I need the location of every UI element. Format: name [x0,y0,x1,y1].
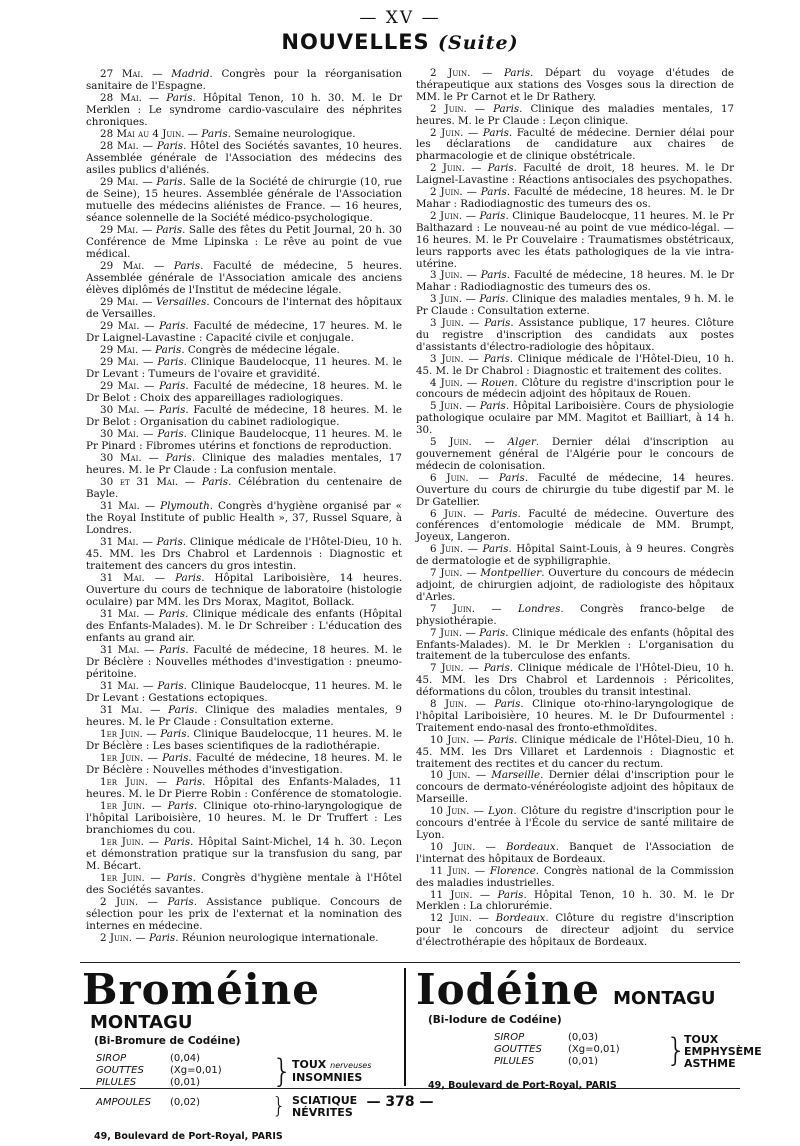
entry-city: Paris [497,888,524,901]
entry-city: Paris [156,140,184,152]
news-entry: 1er Juin. — Paris. Congrès d'hygiène mentale à l'Hôtel des Sociétés savantes. [86,872,402,896]
entry-text: . Clinique des maladies mentales, 9 heures. M. le Pr Claude : Consultation externe. [86,704,402,728]
entry-date: 29 Mai. [100,224,139,236]
news-entry: 31 Mai. — Paris. Clinique médicale des enfants (Hôpital des Enfants-Malades). M. le Dr Schreiber : L'éducation des enfants au grand air. [86,608,402,644]
bromeine-subtitle: (Bi-Bromure de Codéine) [94,1035,241,1047]
bromeine-address: 49, Boulevard de Port-Royal, PARIS [94,1131,283,1142]
entry-date: 2 Juin. [430,67,471,79]
news-entry: 10 Juin. — Marseille. Dernier délai d'inscription pour le concours de dermato-vénéréologiste adjoint des hôpitaux de Marseille. [416,769,734,806]
news-entry: 29 Mai. — Paris. Salle des fêtes du Petit Journal, 20 h. 30 Conférence de Mme Lipinska : Le rêve au point de vue médical. [86,224,402,260]
entry-city: Paris [479,626,506,639]
news-entry: 29 Mai. — Versailles. Concours de l'internat des hôpitaux de Versailles. [86,296,403,320]
entry-city: Paris [159,380,186,392]
entry-city: Paris [494,698,521,711]
bromeine-name: Broméine [82,965,321,1014]
news-entry: 31 Mai. — Paris. Hôpital Lariboisière, 14 heures. Ouverture du cours de technique de laboratoire (histologie oculaire) par MM. les Drs Morax, Magitot, Bollack. [86,572,402,608]
entry-date: 30 et 31 Mai. [100,476,179,488]
title-main: NOUVELLES [281,30,430,54]
entry-city: Paris [483,662,510,675]
entry-text: . Dernier délai d'inscription au gouvernement général de l'Algérie pour le concours de médecin de colonisation. [416,436,734,472]
entry-text: . Assistance publique, 17 heures. Clôture du registre d'inscription des candidats aux postes d'assistants d'électro-radiologie des hôpitaux. [416,317,734,353]
entry-city: Paris [159,404,186,416]
entry-date: 30 Mai. [100,428,139,440]
entry-city: Paris [479,293,506,306]
entry-city: Paris [157,428,184,440]
form-label: PILULES [494,1056,535,1067]
news-entry: 7 Juin. — Londres. Congrès franco-belge de physiothérapie. [416,602,734,627]
news-entry: 8 Juin. — Paris. Clinique oto-rhino-laryngologique de l'hôpital Lariboisière, 10 heures. M. le Dr Dufourmentel : Traitement endo-nasal des fronto-ethmoïdites. [416,698,734,734]
entry-city: Paris [484,317,511,330]
form-dose: (0,01) [568,1056,599,1067]
entry-text: . Faculté de droit, 18 heures. M. le Dr Laignel-Lavastine : Réactions antisociales des psychopathes. [416,162,734,187]
brace-icon: } [666,1031,687,1069]
entry-text: . Clinique Baudelocque, 11 heures. M. le Dr Levant : Tumeurs de l'ovaire et gravidité. [86,356,403,380]
entry-date: 2 Juin. [430,126,464,139]
entry-city: Bordeaux [505,840,556,853]
entry-text: . Clinique Baudelocque, 11 heures. M. le Pr Balthazard : Le nouveau-né au point de vue médico-légal. — 16 heures. M. le Pr Couvelaire : Traumatismes obstétricaux, leurs rapports avec les états pathologiques de la vie intra-utérine. [416,209,734,270]
entry-city: Paris [480,186,507,199]
entry-text: . Semaine neurologique. [227,128,356,140]
entry-text: . Clinique des maladies mentales, 9 h. M. le Pr Claude : Consultation externe. [416,293,734,318]
entry-text: . Clinique médicale de l'Hôtel-Dieu, 10 h. 45. M. le Dr Chabrol : Diagnostic et traitement des colites. [416,352,734,377]
brace-icon: } [272,1052,293,1090]
entry-city: Paris [156,536,183,548]
entry-date: 3 Juin. [430,352,464,365]
entry-city: Paris [160,728,187,740]
entry-date: 5 Juin. [430,436,472,449]
left-column [86,68,402,944]
indication-note: nerveuses [330,1061,372,1070]
iodeine-indications [684,1034,762,1070]
entry-text: . Faculté de médecine, 17 heures. M. le Dr Laignel-Lavastine : Capacité civile et conjugale. [86,320,403,344]
bromeine-brand: MONTAGU [90,1012,193,1033]
news-entry: 7 Juin. — Montpellier. Ouverture du concours de médecin adjoint, de chirurgien adjoint, de radiologiste des hôpitaux d'Arles. [416,567,734,603]
entry-date: 11 Juin. [430,888,473,901]
entry-text: . Congrès franco-belge de physiothérapie. [416,602,734,627]
entry-date: 2 Juin. [430,186,463,199]
entry-city: Paris [157,680,184,692]
entry-city: Paris [175,776,203,788]
entry-date: 1er Juin. [100,728,143,740]
ad-top-rule [80,962,740,963]
entry-text: . Hôpital Saint-Michel, 14 h. 30. Leçon et démonstration pratique sur la transfusion du sang, par M. Bécart. [86,836,402,872]
entry-text: . Salle de la Société de chirurgie (10, rue de Seine), 15 heures. Assemblée générale de l'Association mutuelle des médecins aliénistes de France. — 16 heures, séance solennelle de la Société médico-psychologique. [86,176,403,224]
ad-divider [404,968,406,1086]
entry-date: 28 Mai au 4 Juin. [100,128,185,140]
form-label: GOUTTES [494,1044,542,1055]
entry-city: Versailles [155,296,207,308]
entry-date: 30 Mai. [100,404,140,416]
iodeine-ad [416,965,762,1091]
form-dose: (Xg=0,01) [170,1065,222,1076]
news-entry: 2 Juin. — Paris. Départ du voyage d'études de thérapeutique aux stations des Vosges sous la direction de MM. le Pr Carnot et le Dr Rathery. [416,67,734,103]
form-label: SIROP [494,1032,525,1043]
entry-date: 31 Mai. [100,644,140,656]
entry-text: . Salle des fêtes du Petit Journal, 20 h. 30 Conférence de Mme Lipinska : Le rêve au point de vue médical. [86,224,402,260]
entry-date: 12 Juin. [430,912,472,925]
entry-date: 7 Juin. [430,567,463,580]
entry-text: . Hôpital Lariboisière. Cours de physiologie pathologique oculaire par MM. Magitot et Bailliart, à 14 h. 30. [416,400,734,437]
entry-date: 1er Juin. [100,872,145,884]
news-entry: 2 Juin. — Paris. Faculté de médecine. Dernier délai pour les déclarations de candidature aux chaires de pharmacologie et de clinique obstétricale. [416,126,734,163]
entry-date: 29 Mai. [100,176,139,188]
entry-text: . Clôture du registre d'inscription pour le concours de médecin adjoint des hôpitaux de Rouen. [416,376,734,401]
entry-text: . Congrès national de la Commission des maladies industrielles. [416,864,734,889]
entry-text: . Banquet de l'Association de l'internat des hôpitaux de Bordeaux. [416,840,734,865]
news-entry: 31 Mai. — Paris. Faculté de médecine, 18 heures. M. le Dr Béclère : Nouvelles méthodes d'investigation : pneumo-péritoine. [86,644,403,680]
form-dose: (0,02) [170,1097,201,1108]
entry-city: Paris [149,932,176,944]
entry-city: Paris [480,269,507,282]
entry-text: . Clinique Baudelocque, 11 heures. M. le Dr Béclère : Les bases scientifiques de la radiothérapie. [86,728,402,752]
entry-city: Paris [168,704,195,716]
news-entry: 2 Juin. — Paris. Clinique Baudelocque, 11 heures. M. le Pr Balthazard : Le nouveau-né au point de vue médico-légal. — 16 heures. M. le Pr Couvelaire : Traumatismes obstétricaux, leurs rapports avec les états pathologiques de la vie intra-utérine. [416,209,734,270]
entry-city: Paris [493,102,520,115]
iodeine-subtitle: (Bi-Iodure de Codéine) [428,1014,562,1026]
entry-date: 3 Juin. [430,293,463,306]
entry-city: Rouen [481,376,515,389]
entry-text: . Faculté de médecine, 18 heures. M. le Dr Belot : Organisation du cabinet radiologique. [86,404,403,428]
entry-date: 3 Juin. [430,269,463,282]
entry-text: . Dernier délai d'inscription pour le concours de dermato-vénéréologiste adjoint des hôpitaux de Marseille. [416,769,734,806]
entry-text: . Congrès de médecine légale. [181,344,340,356]
entry-text: . Clinique des maladies mentales, 17 heures. M. le Pr Claude : La confusion mentale. [86,452,403,476]
entry-city: Marseille [491,769,541,782]
entry-city: Paris [158,608,186,620]
entry-text: . Hôpital Lariboisière, 14 heures. Ouverture du cours de technique de laboratoire (histologie oculaire) par MM. les Drs Morax, Magitot, Bollack. [86,572,402,608]
entry-date: 29 Mai. [100,296,139,308]
news-entry: 2 Juin. — Paris. Réunion neurologique internationale. [100,932,379,944]
news-entry: 1er Juin. — Paris. Hôpital Saint-Michel, 14 h. 30. Leçon et démonstration pratique sur la transfusion du sang, par M. Bécart. [86,836,402,872]
entry-date: 1er Juin. [100,776,148,788]
news-entry: 6 Juin. — Paris. Faculté de médecine, 14 heures. Ouverture du cours de chirurgie du tube digestif par M. le Dr Gatellier. [416,471,734,508]
entry-city: Alger [507,436,536,449]
news-entry: 11 Juin. — Paris. Hôpital Tenon, 10 h. 30. M. le Dr Merklen : La chlorurémie. [416,888,734,913]
news-entry: 7 Juin. — Paris. Clinique médicale des enfants (hôpital des Enfants-Malades). M. le Dr Merklen : L'organisation du traitement de la tuberculose des enfants. [416,626,734,663]
news-entry: 3 Juin. — Paris. Faculté de médecine, 18 heures. M. le Dr Mahar : Radiodiagnostic des tumeurs des os. [416,269,734,294]
entry-city: Paris [165,452,192,464]
news-entry: 7 Juin. — Paris. Clinique médicale de l'Hôtel-Dieu, 10 h. 45. MM. les Drs Chabrol et Lardennois : Péricolites, déformations du côlon, troubles du transit intestinal. [416,662,734,699]
indication: NÉVRITES [292,1106,353,1119]
entry-text: . Hôpital Tenon, 10 h. 30. M. le Dr Merklen : Le syndrome cardio-vasculaire des néphrites chroniques. [86,92,402,128]
entry-text: . Hôtel des Sociétés savantes, 10 heures. Assemblée générale de l'Association des médecins des asiles publics d'aliénés. [86,140,402,176]
news-entry: 31 Mai. — Paris. Clinique des maladies mentales, 9 heures. M. le Pr Claude : Consultation externe. [86,704,402,728]
entry-date: 1er Juin. [100,836,144,848]
entry-date: 2 Juin. [430,162,465,175]
entry-date: 31 Mai. [100,608,140,620]
news-entry: 30 Mai. — Paris. Clinique Baudelocque, 11 heures. M. le Pr Pinard : Fibromes utérins et fonctions de reproduction. [86,428,403,452]
entry-date: 29 Mai. [100,356,139,368]
entry-city: Paris [173,260,201,272]
entry-text: . Assistance publique. Concours de sélection pour les prix de l'externat et la nomination des internes en médecine. [86,896,403,932]
entry-city: Paris [201,128,228,140]
entry-date: 11 Juin. [430,864,470,877]
entry-city: Paris [166,92,193,104]
entry-date: 1er Juin. [100,752,144,764]
news-entry: 4 Juin. — Rouen. Clôture du registre d'inscription pour le concours de médecin adjoint des hôpitaux de Rouen. [416,376,734,401]
news-entry: 11 Juin. — Florence. Congrès national de la Commission des maladies industrielles. [416,864,734,889]
entry-date: 5 Juin. [430,400,463,413]
news-entry: 27 Mai. — Madrid. Congrès pour la réorganisation sanitaire de l'Espagne. [86,68,402,92]
page-number: — 378 — [366,1094,434,1110]
entry-city: Paris [167,800,194,812]
entry-date: 4 Juin. [430,376,463,389]
entry-date: 7 Juin. [430,626,463,639]
page-roman-numeral: — XV — [359,8,441,28]
news-entry: 3 Juin. — Paris. Clinique des maladies mentales, 9 h. M. le Pr Claude : Consultation externe. [416,293,734,318]
news-entry: 31 Mai. — Paris. Clinique Baudelocque, 11 heures. M. le Dr Levant : Gestations ectopiques. [86,680,403,704]
entry-city: Paris [155,224,183,236]
entry-text: . Faculté de médecine, 18 heures. M. le Dr Belot : Choix des appareillages radiologiques. [86,380,403,404]
bromeine-ad [82,965,394,1142]
entry-city: Bordeaux [495,912,546,925]
entry-text: . Faculté de médecine. Ouverture des conférences d'entomologie médicale de MM. Brumpt, Joyeux, Langeron. [416,507,734,544]
news-entry: 30 Mai. — Paris. Clinique des maladies mentales, 17 heures. M. le Pr Claude : La confusion mentale. [86,452,403,476]
entry-city: Montpellier [480,567,542,580]
entry-text: . Faculté de médecine, 5 heures. Assemblée générale de l'Association amicale des anciens élèves diplômés de l'Institut de médecine légale. [86,260,402,296]
entry-date: 29 Mai. [100,380,140,392]
entry-date: 2 Juin. [100,932,133,944]
entry-text: . Clôture du registre d'inscription pour le concours d'entrée à l'École du service de santé militaire de Lyon. [416,805,734,841]
form-label: PILULES [96,1077,137,1088]
entry-text: . Congrès d'hygiène mentale à l'Hôtel des Sociétés savantes. [86,872,402,896]
news-entry: 6 Juin. — Paris. Hôpital Saint-Louis, à 9 heures. Congrès de dermatologie et de syphiligraphie. [416,543,734,568]
form-dose: (0,03) [568,1032,599,1043]
news-entry: 10 Juin. — Paris. Clinique médicale de l'Hôtel-Dieu, 10 h. 45. MM. les Drs Villaret et Lardennois : Diagnostic et traitement des rectites et du cancer du rectum. [416,733,734,770]
entry-text: . Clinique médicale des enfants (Hôpital des Enfants-Malades). M. le Dr Schreiber : L'éducation des enfants au grand air. [86,608,402,644]
news-entry: 1er Juin. — Paris. Faculté de médecine, 18 heures. M. le Dr Béclère : Nouvelles méthodes d'investigation. [86,752,403,776]
entry-city: Paris [479,209,506,222]
entry-text: . Hôpital des Enfants-Malades, 11 heures. M. le Dr Pierre Robin : Conférence de stomatologie. [86,776,402,800]
entry-text: . Clinique oto-rhino-laryngologique de l'hôpital Lariboisière, 10 heures. M. le Dr Truffert : Les branchiomes du cou. [86,800,402,836]
form-dose: (0,04) [170,1053,201,1064]
news-entry: 28 Mai. — Paris. Hôtel des Sociétés savantes, 10 heures. Assemblée générale de l'Association des médecins des asiles publics d'aliénés. [86,140,402,176]
news-entry: 1er Juin. — Paris. Clinique oto-rhino-laryngologique de l'hôpital Lariboisière, 10 heures. M. le Dr Truffert : Les branchiomes du cou. [86,800,402,836]
entry-text: . Clinique médicale de l'Hôtel-Dieu, 10 h. 45. MM. les Drs Chabrol et Lardennois : Péricolites, déformations du côlon, troubles du transit intestinal. [416,662,734,699]
news-entry: 10 Juin. — Lyon. Clôture du registre d'inscription pour le concours d'entrée à l'École du service de santé militaire de Lyon. [416,805,734,841]
news-entry: 3 Juin. — Paris. Clinique médicale de l'Hôtel-Dieu, 10 h. 45. M. le Dr Chabrol : Diagnostic et traitement des colites. [416,352,734,377]
entry-date: 29 Mai. [100,260,145,272]
news-entry: 3 Juin. — Paris. Assistance publique, 17 heures. Clôture du registre d'inscription des candidats aux postes d'assistants d'électro-radiologie des hôpitaux. [416,317,734,353]
news-entry: 31 Mai. — Paris. Clinique médicale de l'Hôtel-Dieu, 10 h. 45. MM. les Drs Chabrol et Lardennois : Diagnostic et traitement des cancers du gros intestin. [86,536,402,572]
entry-text: . Départ du voyage d'études de thérapeutique aux stations des Vosges sous la direction de MM. le Pr Carnot et le Dr Rathery. [416,67,734,103]
news-entry: 10 Juin. — Bordeaux. Banquet de l'Association de l'internat des hôpitaux de Bordeaux. [416,840,734,865]
entry-date: 31 Mai. [100,500,140,512]
news-entry: 30 et 31 Mai. — Paris. Célébration du centenaire de Bayle. [86,476,403,500]
indication: ASTHME [684,1057,736,1070]
entry-date: 1er Juin. [100,800,146,812]
entry-text: . Faculté de médecine, 18 heures. M. le Dr Béclère : Nouvelles méthodes d'investigation. [86,752,403,776]
news-entry: 2 Juin. — Paris. Assistance publique. Concours de sélection pour les prix de l'externat et la nomination des internes en médecine. [86,896,403,932]
entry-date: 2 Juin. [430,209,463,222]
entry-city: Paris [498,471,525,484]
news-entry: 5 Juin. — Alger. Dernier délai d'inscription au gouvernement général de l'Algérie pour le concours de médecin de colonisation. [416,436,734,472]
entry-city: Paris [159,644,186,656]
entry-text: . Célébration du centenaire de Bayle. [86,476,403,500]
entry-city: Paris [483,352,510,365]
news-entry: 29 Mai. — Paris. Faculté de médecine, 17 heures. M. le Dr Laignel-Lavastine : Capacité civile et conjugale. [86,320,403,344]
entry-date: 6 Juin. [430,471,469,484]
entry-date: 3 Juin. [430,317,464,330]
entry-city: Paris [157,356,184,368]
entry-text: . Clinique médicale des enfants (hôpital des Enfants-Malades). M. le Dr Merklen : L'organisation du traitement de la tuberculose des enfants. [416,626,734,663]
form-dose: (Xg=0,01) [568,1044,620,1055]
entry-city: Paris [155,344,182,356]
entry-text: . Faculté de médecine, 18 heures. M. le Dr Mahar : Radiodiagnostic des tumeurs des os. [416,186,734,210]
entry-text: . Clinique Baudelocque, 11 heures. M. le Pr Pinard : Fibromes utérins et fonctions de reproduction. [86,428,403,452]
news-entry: 29 Mai. — Paris. Faculté de médecine, 5 heures. Assemblée générale de l'Association amicale des anciens élèves diplômés de l'Institut de médecine légale. [86,260,402,296]
ad-bottom-rule [80,1088,740,1089]
entry-date: 6 Juin. [430,543,464,556]
entry-date: 31 Mai. [100,536,139,548]
news-entry: 29 Mai. — Paris. Faculté de médecine, 18 heures. M. le Dr Belot : Choix des appareillages radiologiques. [86,380,403,404]
entry-text: . Clinique médicale de l'Hôtel-Dieu, 10 h. 45. MM. les Drs Villaret et Lardennois : Diagnostic et traitement des rectites et du cancer du rectum. [416,733,734,770]
entry-date: 28 Mai. [100,140,139,152]
news-entry: 28 Mai. — Paris. Hôpital Tenon, 10 h. 30. M. le Dr Merklen : Le syndrome cardio-vasculaire des néphrites chroniques. [86,92,402,128]
entry-date: 31 Mai. [100,704,143,716]
form-label: GOUTTES [96,1065,144,1076]
entry-city: Londres [517,602,561,615]
entry-text: . Faculté de médecine. Dernier délai pour les déclarations de candidature aux chaires de pharmacologie et de clinique obstétricale. [416,126,734,163]
news-entry: 2 Juin. — Paris. Clinique des maladies mentales, 17 heures. M. le Pr Claude : Leçon clinique. [416,102,734,127]
news-entry: 31 Mai. — Plymouth. Congrès d'hygiène organisé par « the Royal Institute of public Health », 37, Russel Square, à Londres. [86,500,402,536]
entry-date: 31 Mai. [100,572,145,584]
entry-date: 31 Mai. [100,680,139,692]
entry-city: Paris [159,320,186,332]
iodeine-brand: MONTAGU [613,988,716,1009]
entry-city: Paris [166,872,193,884]
form-label: SIROP [96,1053,127,1064]
entry-city: Paris [482,126,509,139]
indication: EMPHYSÈME [684,1045,762,1058]
news-entry: 29 Mai. — Paris. Clinique Baudelocque, 11 heures. M. le Dr Levant : Tumeurs de l'ovaire et gravidité. [86,356,403,380]
brace-icon: } [272,1094,286,1119]
entry-date: 7 Juin. [430,662,464,675]
entry-text: . Congrès d'hygiène organisé par « the Royal Institute of public Health », 37, Russel Square, à Londres. [86,500,402,536]
entry-date: 2 Juin. [430,102,467,115]
entry-date: 10 Juin. [430,805,470,818]
indication: INSOMNIES [292,1071,363,1084]
entry-city: Paris [479,400,506,413]
indication: SCIATIQUE [292,1094,358,1107]
entry-city: Paris [487,162,514,175]
indication: TOUX [684,1033,719,1046]
iodeine-name: Iodéine [416,965,600,1014]
indication: TOUX [292,1058,327,1071]
entry-date: 10 Juin. [430,840,476,853]
news-entry: 28 Mai au 4 Juin. — Paris. Semaine neurologique. [100,128,356,140]
title-suite: (Suite) [438,32,519,54]
entry-city: Paris [167,896,194,908]
entry-city: Paris [175,572,202,584]
iodeine-address: 49, Boulevard de Port-Royal, PARIS [428,1080,617,1091]
entry-city: Paris [504,67,530,79]
entry-date: 29 Mai. [100,320,140,332]
bromeine-indications [292,1059,371,1084]
entry-text: . Clôture du registre d'inscription pour le concours de directeur adjoint du service d'électrothérapie des hôpitaux de Bordeaux. [416,912,734,949]
iodeine-forms [494,1032,620,1068]
entry-city: Paris [163,836,191,848]
entry-date: 29 Mai. [100,344,139,356]
entry-text: . Faculté de médecine, 18 heures. M. le Dr Béclère : Nouvelles méthodes d'investigation : pneumo-péritoine. [86,644,403,680]
news-entry: 2 Juin. — Paris. Faculté de médecine, 18 heures. M. le Dr Mahar : Radiodiagnostic des tumeurs des os. [416,186,734,210]
entry-city: Plymouth [160,500,210,512]
entry-city: Florence [489,864,536,877]
entry-date: 2 Juin. [100,896,139,908]
entry-date: 6 Juin. [430,507,467,520]
news-entry: 5 Juin. — Paris. Hôpital Lariboisière. Cours de physiologie pathologique oculaire par MM. Magitot et Bailliart, à 14 h. 30. [416,400,734,437]
right-column [416,68,734,949]
entry-date: 8 Juin. [430,698,468,711]
form-label: AMPOULES [96,1097,151,1108]
entry-text: . Congrès pour la réorganisation sanitaire de l'Espagne. [86,68,402,92]
news-entry: 30 Mai. — Paris. Faculté de médecine, 18 heures. M. le Dr Belot : Organisation du cabinet radiologique. [86,404,403,428]
entry-date: 7 Juin. [430,602,476,615]
entry-text: . Ouverture du concours de médecin adjoint, de chirurgien adjoint, de radiologiste des hôpitaux d'Arles. [416,567,734,603]
page-title [0,30,800,54]
entry-date: 30 Mai. [100,452,142,464]
entry-date: 10 Juin. [430,769,471,782]
entry-date: 27 Mai. [100,68,144,80]
news-entry: 2 Juin. — Paris. Faculté de droit, 18 heures. M. le Dr Laignel-Lavastine : Réactions antisociales des psychopathes. [416,162,734,187]
entry-city: Paris [491,507,518,520]
entry-date: 28 Mai. [100,92,142,104]
entry-city: Paris [156,176,183,188]
entry-city: Paris [162,752,189,764]
entry-text: . Concours de l'internat des hôpitaux de Versailles. [86,296,403,320]
form-dose: (0,01) [170,1077,201,1088]
entry-text: . Clinique Baudelocque, 11 heures. M. le Dr Levant : Gestations ectopiques. [86,680,403,704]
entry-text: . Faculté de médecine, 14 heures. Ouverture du cours de chirurgie du tube digestif par M. le Dr Gatellier. [416,471,734,508]
entry-city: Madrid [171,68,210,80]
news-entry: 12 Juin. — Bordeaux. Clôture du registre d'inscription pour le concours de directeur adjoint du service d'électrothérapie des hôpitaux de Bordeaux. [416,912,734,949]
news-entry: 29 Mai. — Paris. Salle de la Société de chirurgie (10, rue de Seine), 15 heures. Assemblée générale de l'Association mutuelle des médecins aliénistes de France. — 16 heures, séance solennelle de la Société médico-psychologique. [86,176,403,224]
entry-city: Lyon [488,805,514,818]
entry-text: . Clinique oto-rhino-laryngologique de l'hôpital Lariboisière, 10 heures. M. le Dr Dufourmentel : Traitement endo-nasal des fronto-ethmoïdites. [416,698,734,734]
entry-text: . Clinique des maladies mentales, 17 heures. M. le Pr Claude : Leçon clinique. [416,102,734,127]
entry-text: . Réunion neurologique internationale. [175,932,379,944]
entry-city: Paris [482,543,509,556]
entry-text: . Clinique médicale de l'Hôtel-Dieu, 10 h. 45. MM. les Drs Chabrol et Lardennois : Diagnostic et traitement des cancers du gros intestin. [86,536,402,572]
entry-city: Paris [488,733,515,746]
news-entry: 29 Mai. — Paris. Congrès de médecine légale. [100,344,340,356]
entry-text: . Hôpital Tenon, 10 h. 30. M. le Dr Merklen : La chlorurémie. [416,888,734,913]
news-entry: 1er Juin. — Paris. Clinique Baudelocque, 11 heures. M. le Dr Béclère : Les bases scientifiques de la radiothérapie. [86,728,402,752]
entry-date: 10 Juin. [430,733,470,746]
entry-city: Paris [201,476,229,488]
news-entry: 1er Juin. — Paris. Hôpital des Enfants-Malades, 11 heures. M. le Dr Pierre Robin : Conférence de stomatologie. [86,776,402,800]
entry-text: . Hôpital Saint-Louis, à 9 heures. Congrès de dermatologie et de syphiligraphie. [416,543,734,568]
news-entry: 6 Juin. — Paris. Faculté de médecine. Ouverture des conférences d'entomologie médicale de MM. Brumpt, Joyeux, Langeron. [416,507,734,544]
entry-text: . Faculté de médecine, 18 heures. M. le Dr Mahar : Radiodiagnostic des tumeurs des os. [416,269,734,294]
